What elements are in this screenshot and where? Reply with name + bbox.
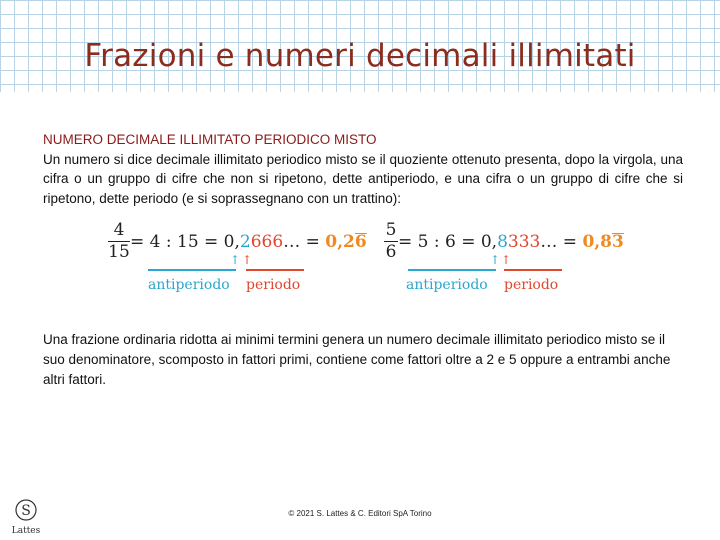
antiperiod-label: antiperiodo <box>406 277 488 293</box>
period-arrow: ↑ <box>501 253 512 267</box>
period-digits: 333 <box>507 232 541 252</box>
expr-text: … = <box>283 232 326 252</box>
expr-text: … = <box>540 232 583 252</box>
copyright-footer: © 2021 S. Lattes & C. Editori SpA Torino <box>288 509 432 518</box>
antiperiod-arrow: ↑ <box>230 253 241 267</box>
result-prefix: 0,8 <box>582 232 613 252</box>
svg-text:S: S <box>21 503 31 519</box>
antiperiod-arrow: ↑ <box>490 253 501 267</box>
section-heading: NUMERO DECIMALE ILLIMITATO PERIODICO MISTO <box>43 132 377 147</box>
numerator: 4 <box>113 220 125 240</box>
example-1 <box>108 220 367 297</box>
page-title: Frazioni e numeri decimali illimitati <box>84 38 636 74</box>
period-line <box>504 269 562 271</box>
antiperiod-digit: 2 <box>239 232 251 252</box>
period-arrow: ↑ <box>242 253 253 267</box>
antiperiod-line <box>148 269 236 271</box>
period-label: periodo <box>504 277 559 293</box>
antiperiod-label: antiperiodo <box>148 277 230 293</box>
text-span: (e si soprassegnano con un trattino): <box>178 190 402 206</box>
definition-paragraph <box>43 150 683 209</box>
example-2 <box>384 222 624 297</box>
bold-term: periodo <box>133 190 179 206</box>
result-period: 6 <box>354 232 367 252</box>
numerator: 5 <box>385 220 397 240</box>
fraction <box>384 222 398 261</box>
period-digits: 666 <box>250 232 284 252</box>
text-span: se il quoziente ottenuto presenta, dopo la virgola, una cifra o un gruppo di cifre che non si ripetono, dette <box>43 151 683 186</box>
bold-term: decimale illimitato periodico misto <box>156 151 358 167</box>
denominator: 15 <box>108 242 130 262</box>
period-label: periodo <box>246 277 301 293</box>
result-period: 3 <box>612 232 624 252</box>
rule-paragraph: Una frazione ordinaria ridotta ai minimi termini genera un numero decimale illimitato periodico misto se il suo denominatore, scomposto in fattori primi, contiene come fattori oltre a 2 e 5 oppure a entrambi anche altri fattori. <box>43 332 671 387</box>
antiperiod-digit: 8 <box>497 232 508 252</box>
bold-term: antiperiodo <box>368 171 435 186</box>
period-line <box>246 269 304 271</box>
content-block <box>43 130 683 208</box>
expr-text: = 5 : 6 = 0, <box>398 232 498 252</box>
denominator: 6 <box>385 242 397 262</box>
svg-text:Lattes: Lattes <box>11 526 41 536</box>
text-span: , e una cifra o un gruppo di cifre che si ripetono, dette <box>43 171 683 206</box>
fraction <box>108 222 130 261</box>
expression <box>398 232 624 252</box>
expression <box>130 232 367 252</box>
expr-text: = 4 : 15 = 0, <box>130 232 240 252</box>
antiperiod-line <box>408 269 496 271</box>
text-span: Un numero si dice <box>43 151 157 167</box>
result-prefix: 0,2 <box>325 232 355 252</box>
